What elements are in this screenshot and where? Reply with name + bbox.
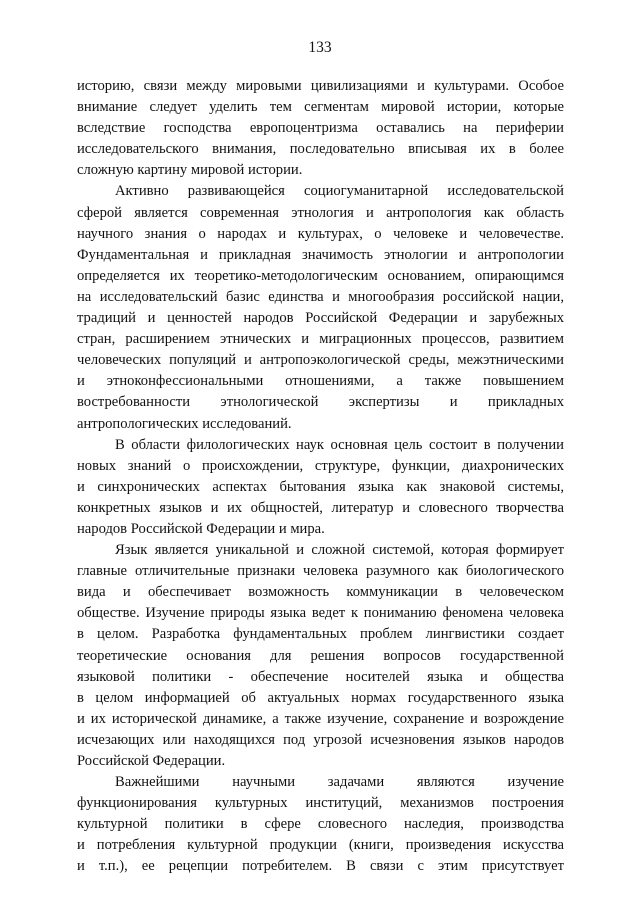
text-line: Фундаментальная и прикладная значимость этнологии и антропологии bbox=[77, 246, 564, 263]
paragraph bbox=[77, 435, 564, 540]
text-line: Активно развивающейся социогуманитарной исследовательской bbox=[115, 183, 564, 200]
text-line: языковой политики - обеспечение носителей языка и общества bbox=[77, 668, 564, 685]
text-line: Российской Федерации. bbox=[77, 753, 226, 769]
text-line: исчезающих или находящихся под угрозой исчезновения языков народов bbox=[77, 731, 564, 748]
text-line: человеческих популяций и антропоэкологической среды, межэтническими bbox=[77, 352, 564, 369]
text-line: вида и обеспечивает возможность коммуникации в человеческом bbox=[77, 584, 564, 601]
paragraph bbox=[77, 181, 564, 434]
text-line: востребованности этнологической экспертизы и прикладных bbox=[77, 394, 564, 411]
text-line: стран, расширением этнических и миграционных процессов, развитием bbox=[77, 331, 564, 348]
page-number: 133 bbox=[308, 39, 332, 56]
text-line: и синхронических аспектах бытования языка как знаковой системы, bbox=[77, 478, 564, 495]
text-line: теоретические основания для решения вопросов государственной bbox=[77, 647, 564, 664]
document-body bbox=[77, 76, 564, 878]
paragraph bbox=[77, 76, 564, 181]
text-line: внимание следует уделить тем сегментам мировой истории, которые bbox=[77, 99, 564, 116]
text-line: историю, связи между мировыми цивилизациями и культурами. Особое bbox=[77, 78, 564, 94]
text-line: В области филологических наук основная цель состоит в получении bbox=[115, 436, 564, 453]
text-line: сферой является современная этнология и антропология как область bbox=[77, 204, 564, 221]
text-line: научного знания о народах и культурах, о человеке и человечестве. bbox=[77, 225, 564, 242]
text-line: функционирования культурных институций, механизмов построения bbox=[77, 795, 564, 812]
text-line: Важнейшими научными задачами являются изучение bbox=[115, 774, 564, 791]
text-line: вследствие господства европоцентризма оставались на периферии bbox=[77, 120, 564, 137]
text-line: сложную картину мировой истории. bbox=[77, 162, 303, 179]
paragraph bbox=[77, 772, 564, 877]
text-line: и т.п.), ее рецепции потребителем. В связи с этим присутствует bbox=[77, 858, 564, 875]
text-line: конкретных языков и их общностей, литератур и словесного творчества bbox=[77, 499, 564, 516]
text-line: народов Российской Федерации и мира. bbox=[77, 520, 325, 537]
text-line: и потребления культурной продукции (книги, произведения искусства bbox=[77, 837, 564, 854]
text-line: и их исторической динамике, а также изучение, сохранение и возрождение bbox=[77, 710, 564, 727]
text-line: обществе. Изучение природы языка ведет к пониманию феномена человека bbox=[77, 605, 564, 622]
text-line: новых знаний о происхождении, структуре, функции, диахронических bbox=[77, 457, 564, 474]
text-line: главные отличительные признаки человека разумного как биологического bbox=[77, 563, 564, 580]
text-line: традиций и ценностей народов Российской Федерации и зарубежных bbox=[77, 310, 564, 327]
text-line: антропологических исследований. bbox=[77, 415, 292, 432]
text-line: на исследовательский базис единства и многообразия российской нации, bbox=[77, 288, 564, 305]
text-line: и этноконфессиональными отношениями, а также повышением bbox=[77, 373, 564, 390]
text-line: определяется их теоретико-методологическим основанием, опирающимся bbox=[77, 267, 564, 284]
text-line: культурной политики в сфере словесного наследия, производства bbox=[77, 816, 564, 833]
text-line: в целом информацией об актуальных нормах государственного языка bbox=[77, 689, 564, 706]
text-line: исследовательского внимания, последовательно вписывая их в более bbox=[77, 141, 564, 158]
paragraph bbox=[77, 540, 564, 772]
text-line: Язык является уникальной и сложной системой, которая формирует bbox=[115, 542, 564, 559]
text-line: в целом. Разработка фундаментальных проблем лингвистики создает bbox=[77, 626, 564, 643]
